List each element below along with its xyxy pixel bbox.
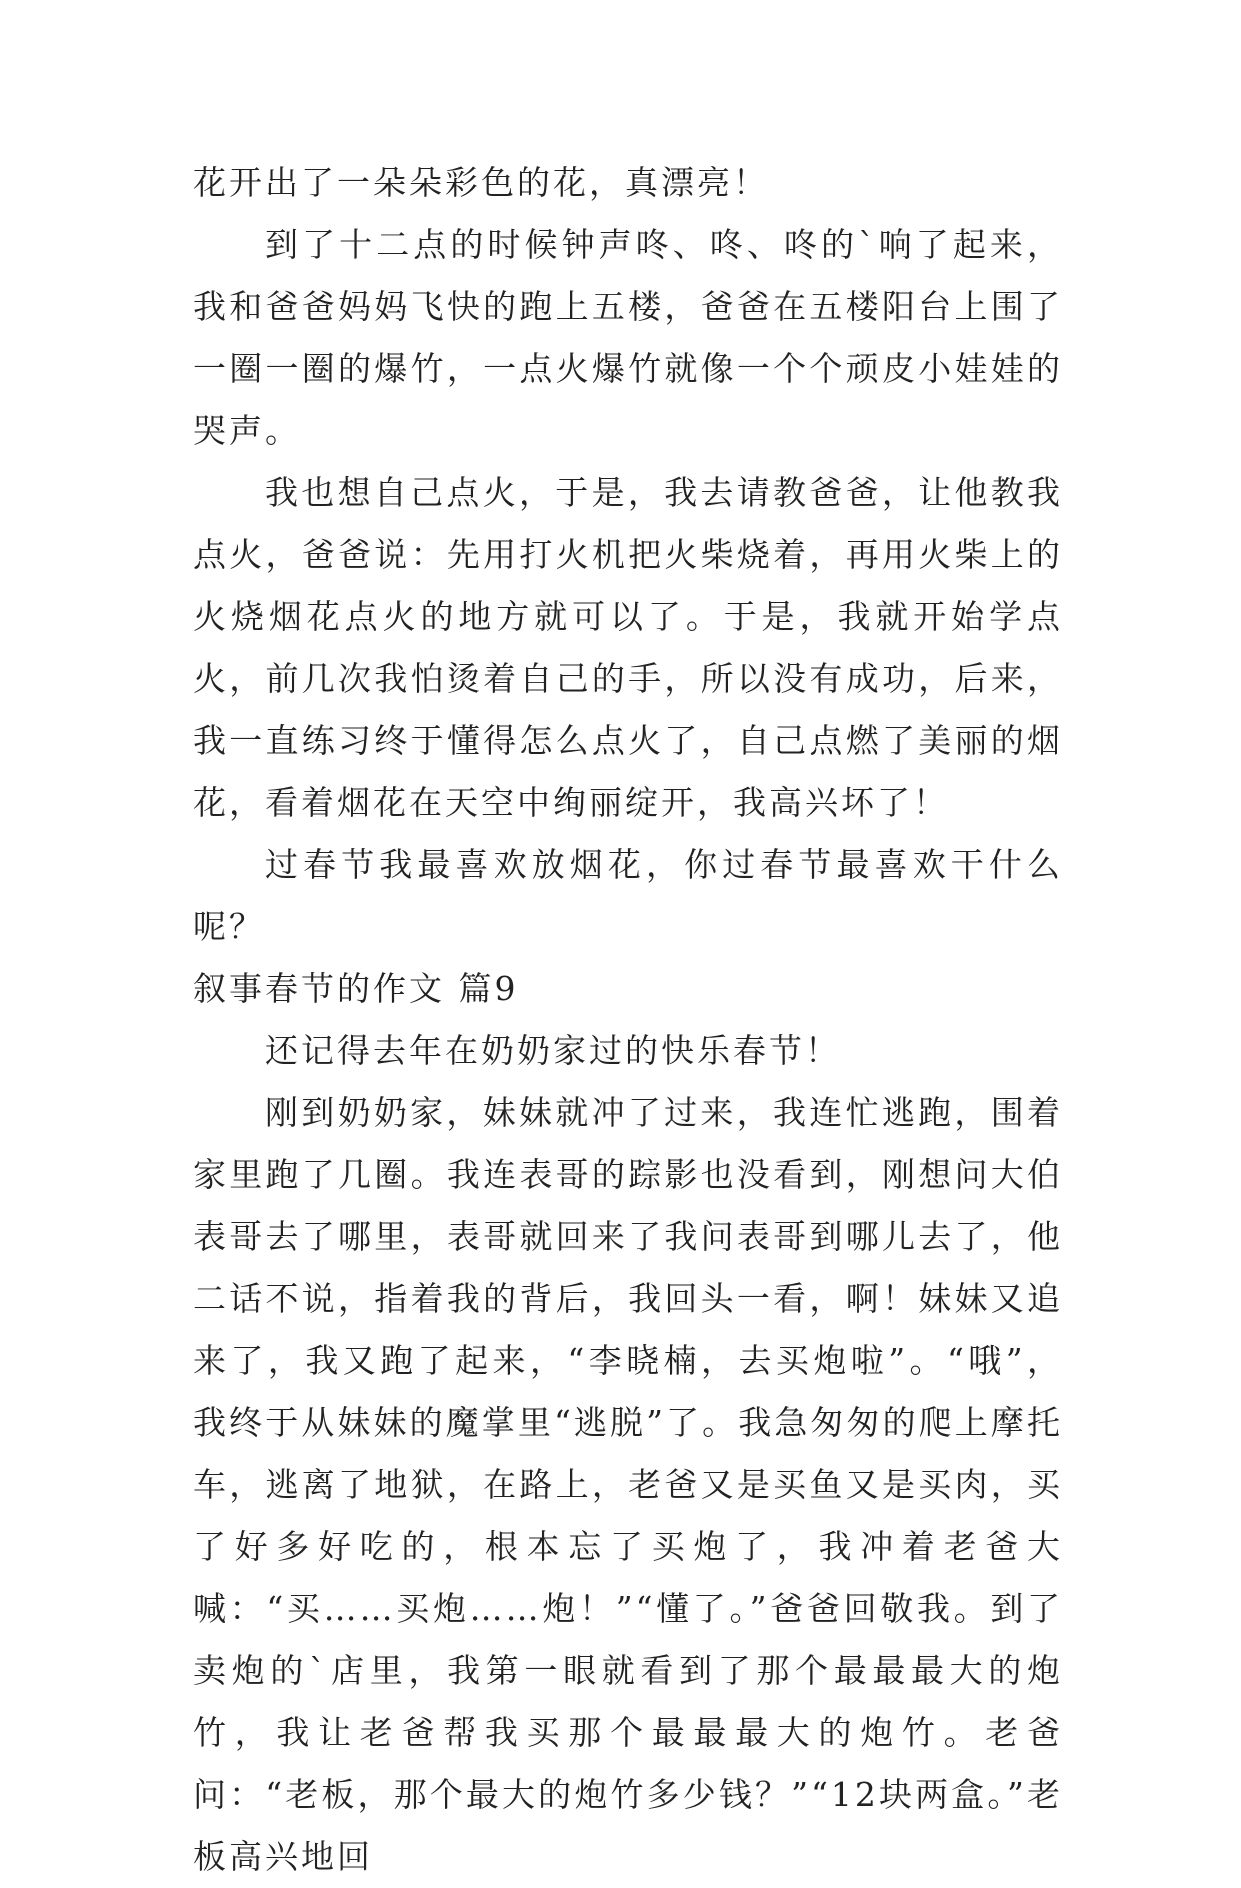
- paragraph-5: 还记得去年在奶奶家过的快乐春节！: [265, 1031, 841, 1070]
- paragraph-1: 花开出了一朵朵彩色的花，真漂亮！: [193, 163, 769, 202]
- section-heading: 叙事春节的作文 篇9: [193, 969, 519, 1008]
- paragraph-4: 过春节我最喜欢放烟花，你过春节最喜欢干什么呢？: [193, 845, 1063, 946]
- document-body: [193, 152, 1063, 1888]
- paragraph-3: 我也想自己点火，于是，我去请教爸爸，让他教我点火，爸爸说：先用打火机把火柴烧着，再用火柴上的火烧烟花点火的地方就可以了。于是，我就开始学点火，前几次我怕烫着自己的手，所以没有成功，后来，我一直练习终于懂得怎么点火了，自己点燃了美丽的烟花，看着烟花在天空中绚丽绽开，我高兴坏了！: [193, 473, 1063, 822]
- paragraph-6: 刚到奶奶家，妹妹就冲了过来，我连忙逃跑，围着家里跑了几圈。我连表哥的踪影也没看到，刚想问大伯表哥去了哪里，表哥就回来了我问表哥到哪儿去了，他二话不说，指着我的背后，我回头一看，啊！妹妹又追来了，我又跑了起来，“李晓楠，去买炮啦”。“哦”，我终于从妹妹的魔掌里“逃脱”了。我急匆匆的爬上摩托车，逃离了地狱，在路上，老爸又是买鱼又是买肉，买了好多好吃的，根本忘了买炮了，我冲着老爸大喊：“买……买炮……炮！”“懂了。”爸爸回敬我。到了卖炮的`店里，我第一眼就看到了那个最最最大的炮竹，我让老爸帮我买那个最最最大的炮竹。老爸问：“老板，那个最大的炮竹多少钱？”“12块两盒。”老板高兴地回: [193, 1093, 1063, 1876]
- paragraph-2: 到了十二点的时候钟声咚、咚、咚的`响了起来，我和爸爸妈妈飞快的跑上五楼，爸爸在五楼阳台上围了一圈一圈的爆竹，一点火爆竹就像一个个顽皮小娃娃的哭声。: [193, 225, 1063, 450]
